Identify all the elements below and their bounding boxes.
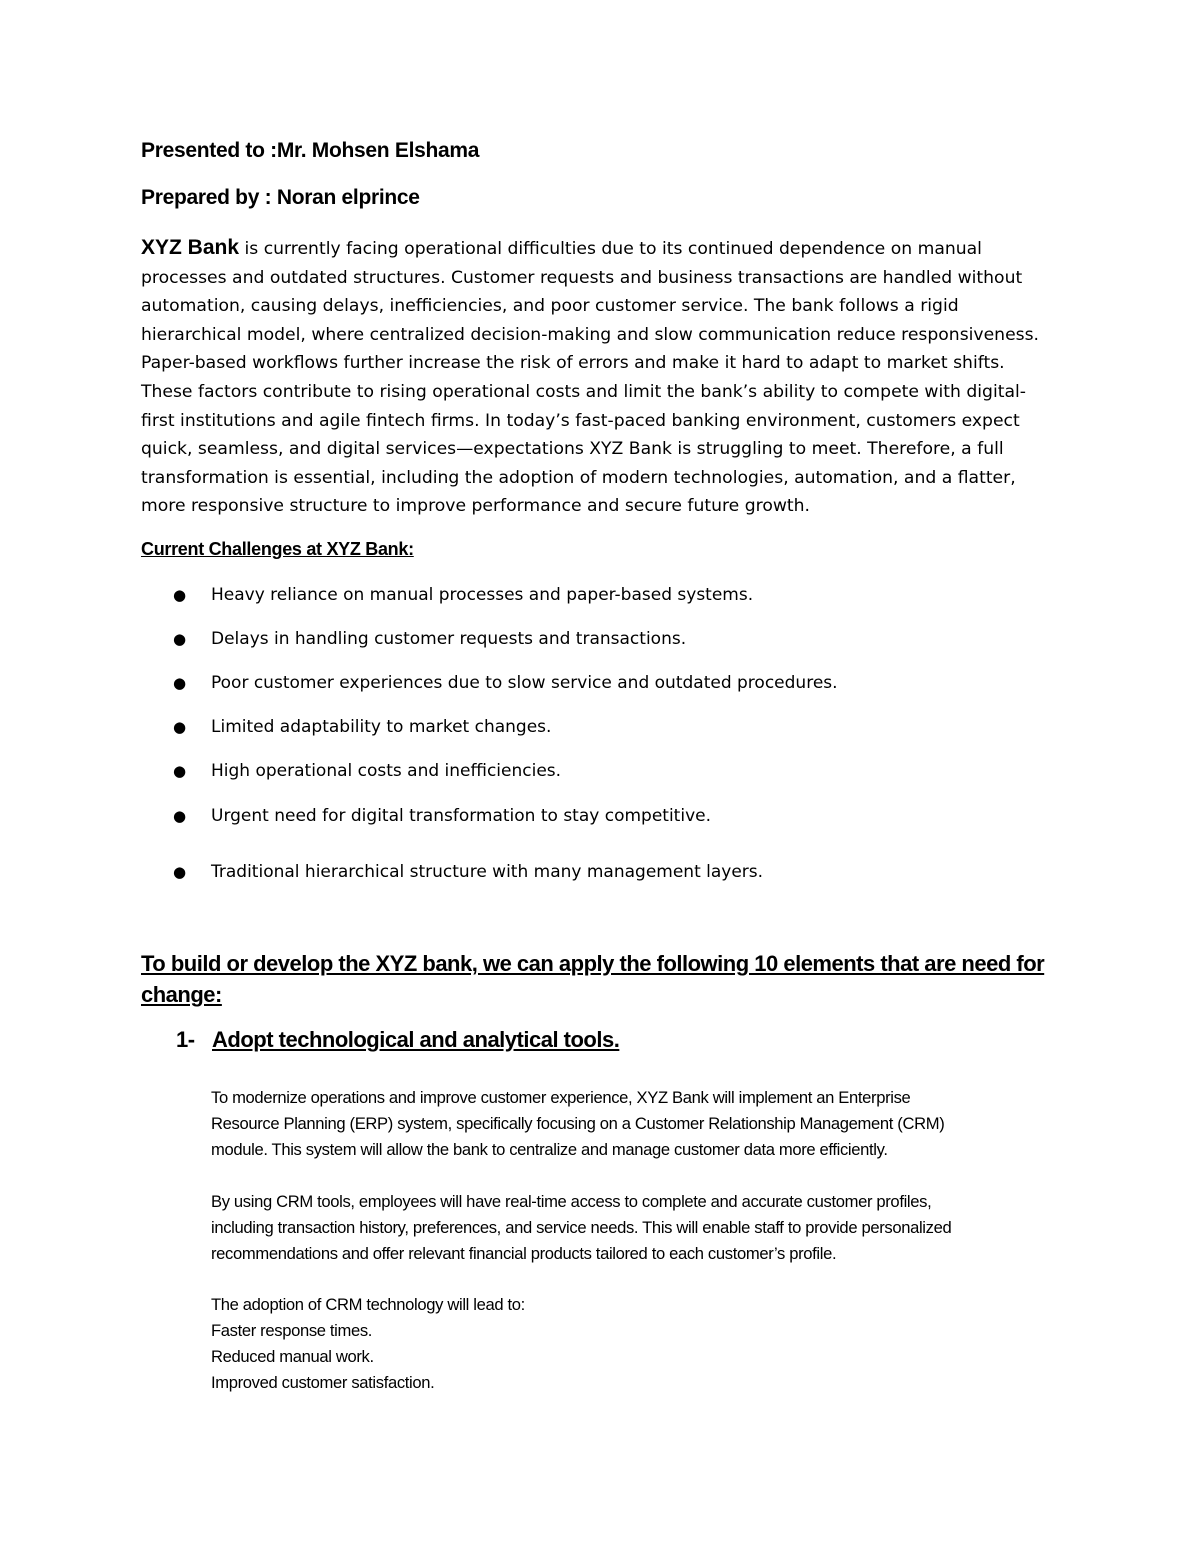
build-heading: To build or develop the XYZ bank, we can apply the following 10 elements that are need for change: <box>141 951 1045 1007</box>
intro-line: first institutions and agile fintech firms. In today’s fast-paced banking environment, customers expect <box>141 410 1020 431</box>
element-paragraph: The adoption of CRM technology will lead to: Faster response times. Reduced manual work. Improved customer satisfaction. <box>211 1295 525 1392</box>
element-number: 1- <box>176 1027 195 1052</box>
document-page: Presented to :Mr. Mohsen Elshama Prepared by : Noran elprince XYZ Bank is currently facing operational difficulties due to its continued dependence on manual processes and outdated structures. Customer requests and business transactions are handled without automation, causing delays, inefficiencies, and poor customer service. The bank follows a rigid hierarchical model, where centralized decision-making and slow communication reduce responsiveness. Paper-based workflows further increase the risk of errors and make it hard to adapt to market shifts. These factors contribute to rising operational costs and limit the bank’s ability to compete with digital- first institutions and agile fintech firms. In today’s fast-paced banking environment, customers expect quick, seamless, and digital services—expectations XYZ Bank is struggling to meet. Therefore, a full transformation is essential, including the adoption of modern technologies, automation, and a flatter, more responsive structure to improve performance and secure future growth. Current Challenges at XYZ Bank: ● Heavy reliance on manual processes and paper-based systems. ● Delays in handling customer requests and transactions. ● Poor customer experiences due to slow service and outdated procedures. ● Limited adaptability to market changes. ● High operational costs and inefficiencies. ● Urgent need for digital transformation to stay competitive. ● Traditional hierarchical structure with many management layers. To build or develop the XYZ bank, we can apply the following 10 elements that are need for change: 1- Adopt technological and analytical tools. To modernize operations and improve customer experience, XYZ Bank will implement an Enterprise Resource Planning (ERP) system, specifically focusing on a Customer Relationship Management (CRM) module. This system will allow the bank to centralize and manage customer data more efficiently. By using CRM tools, employees will have real-time access to complete and accurate customer profiles, including transaction history, preferences, and service needs. This will enable staff to provide personalized recommendations and offer relevant financial products tailored to each customer’s profile. The adoption of CRM technology will lead to: Faster response times. Reduced manual work. Improved customer satisfaction. <box>0 0 1200 1553</box>
prepared-by: Prepared by : Noran elprince <box>141 186 420 209</box>
presented-to: Presented to :Mr. Mohsen Elshama <box>141 139 480 162</box>
bullet-icon: ● <box>173 863 187 881</box>
bullet-icon: ● <box>173 807 187 825</box>
intro-line: automation, causing delays, inefficiencies, and poor customer service. The bank follows a rigid <box>141 296 959 317</box>
intro-line: processes and outdated structures. Customer requests and business transactions are handled without <box>141 267 1023 288</box>
bullet-icon: ● <box>173 718 187 736</box>
element-paragraph: By using CRM tools, employees will have real-time access to complete and accurate customer profiles, including transaction history, preferences, and service needs. This will enable staff to provide personalized recommendations and offer relevant financial products tailored to each customer’s profile. <box>211 1192 952 1263</box>
challenges-heading: Current Challenges at XYZ Bank: <box>141 539 414 559</box>
bullet-icon: ● <box>173 586 187 604</box>
intro-line: hierarchical model, where centralized decision-making and slow communication reduce responsiveness. <box>141 324 1040 345</box>
intro-line: These factors contribute to rising operational costs and limit the bank’s ability to compete with digital- <box>141 381 1026 402</box>
intro-line: Paper-based workflows further increase the risk of errors and make it hard to adapt to market shifts. <box>141 353 1005 374</box>
bullet-icon: ● <box>173 630 187 648</box>
intro-line: quick, seamless, and digital services—expectations XYZ Bank is struggling to meet. Therefore, a full <box>141 439 1004 460</box>
bank-name: XYZ Bank <box>141 236 240 259</box>
bullet-icon: ● <box>173 674 187 692</box>
intro-line: XYZ Bank is currently facing operational difficulties due to its continued dependence on manual <box>141 236 982 259</box>
element-paragraph: To modernize operations and improve customer experience, XYZ Bank will implement an Enterprise Resource Planning (ERP) system, specifically focusing on a Customer Relationship Management (CRM) module. This system will allow the bank to centralize and manage customer data more efficiently. <box>211 1088 945 1159</box>
element-heading <box>176 1027 619 1053</box>
intro-paragraph <box>141 234 1061 521</box>
element-title: Adopt technological and analytical tools. <box>212 1027 620 1052</box>
intro-line: transformation is essential, including the adoption of modern technologies, automation, and a flatter, <box>141 467 1016 488</box>
bullet-icon: ● <box>173 762 187 780</box>
intro-line: more responsive structure to improve performance and secure future growth. <box>141 496 810 517</box>
